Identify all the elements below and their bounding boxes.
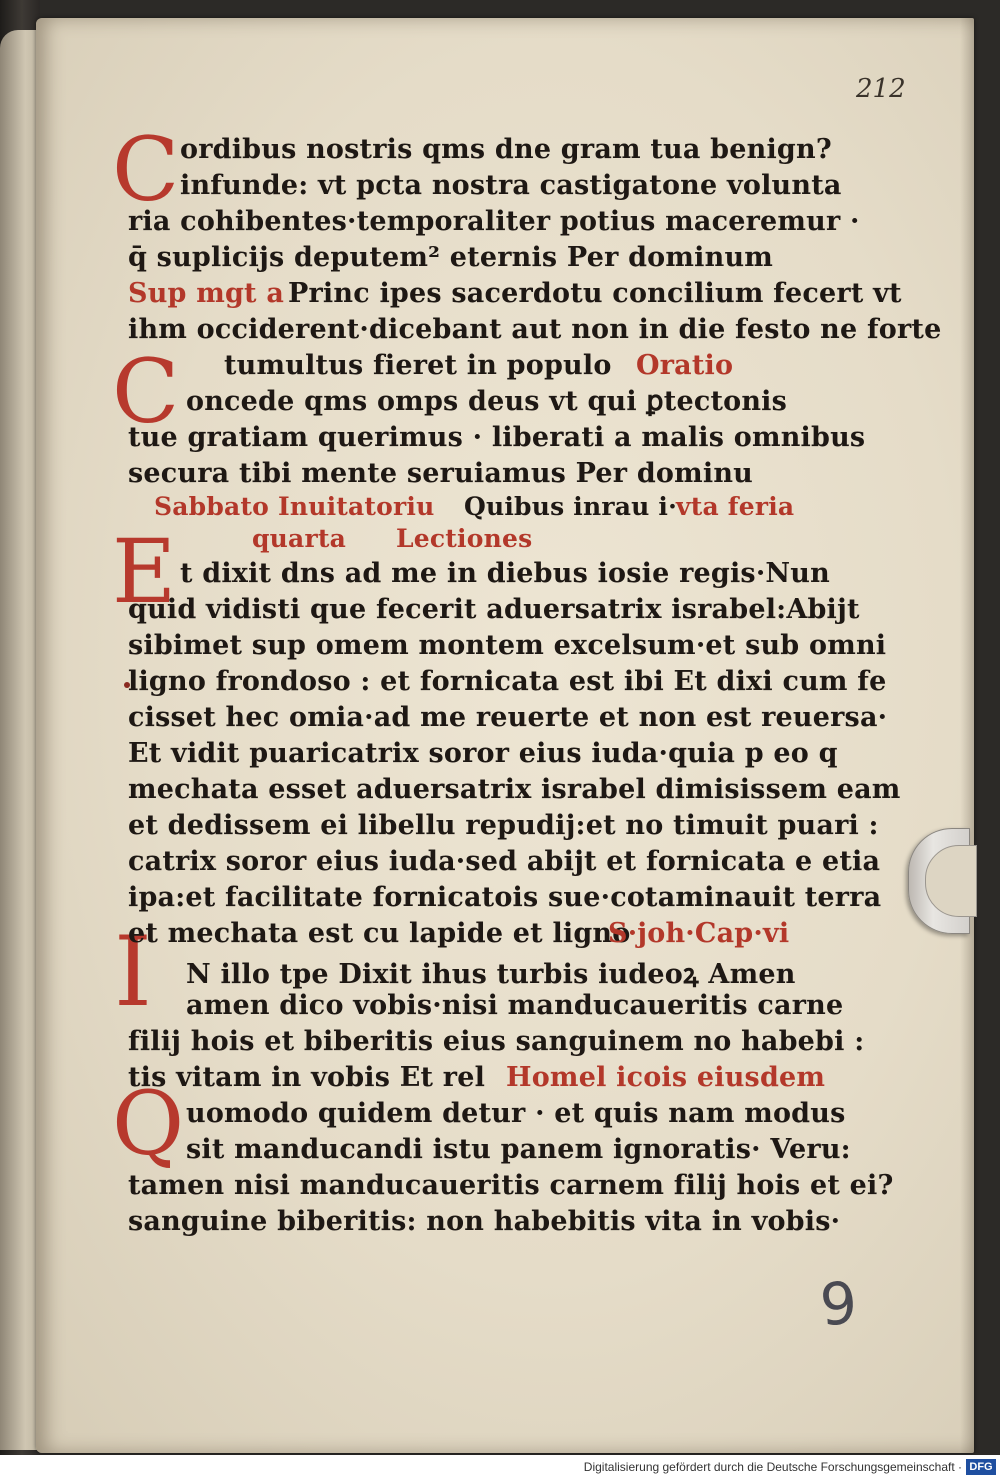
clip-inner xyxy=(925,845,977,917)
initial-c-1: C xyxy=(112,118,180,221)
text-line: Princ ipes sacerdotu concilium fecert vt xyxy=(288,278,902,309)
initial-q: Q xyxy=(112,1072,185,1175)
footer-bar xyxy=(0,1455,1000,1481)
rubric: Sup mgt a xyxy=(128,278,285,309)
page-clip xyxy=(908,828,970,934)
text-line: et dedissem ei libellu repudij:et no timuit puari : xyxy=(128,810,879,841)
rubric-text xyxy=(154,492,435,521)
pencil-mark: 9 xyxy=(817,1268,860,1340)
rubric: S·joh·Cap·vi xyxy=(608,918,790,949)
text-line: oncede qms omps deus vt qui ꝑtectonis xyxy=(186,386,788,417)
rubric-text xyxy=(128,278,284,309)
rubric: Sabbato Inuitatoriu xyxy=(154,492,435,521)
text-line: ihm occiderent·dicebant aut non in die festo ne forte xyxy=(128,314,942,345)
text-line: uomodo quidem detur · et quis nam modus xyxy=(186,1098,846,1129)
incunabula-page xyxy=(36,18,974,1453)
rubric-text xyxy=(396,524,532,553)
text-line: cisset hec omia·ad me reuerte et non est reuersa· xyxy=(128,702,888,733)
text-line: tumultus fieret in populo xyxy=(224,350,612,381)
rubric-text xyxy=(636,350,733,381)
text-line: sit manducandi istu panem ignoratis· Veru: xyxy=(186,1134,851,1165)
rubric: Lectiones xyxy=(396,524,533,553)
rubric: Oratio xyxy=(636,350,734,381)
text-line: et mechata est cu lapide et ligno xyxy=(128,918,631,949)
text-line: ligno frondoso : et fornicata est ibi Et dixi cum fe xyxy=(128,666,887,697)
initial-i: I xyxy=(114,916,152,1028)
funding-credit: Digitalisierung gefördert durch die Deutsche Forschungsgemeinschaft · xyxy=(583,1460,962,1474)
text-line: Et vidit puaricatrix soror eius iuda·quia p eo q xyxy=(128,738,838,769)
rubric: quarta xyxy=(252,524,346,553)
text-line: sibimet sup omem montem excelsum·et sub omni xyxy=(128,630,887,661)
rubric-text xyxy=(252,524,346,553)
rubric: Homel icois eiusdem xyxy=(506,1062,826,1093)
text-line: infunde: vt pcta nostra castigatone volunta xyxy=(180,170,842,201)
text-line: tamen nisi manducaueritis carnem filij hois et ei? xyxy=(128,1170,894,1201)
text-line: amen dico vobis·nisi manducaueritis carne xyxy=(186,990,844,1021)
rubric-text xyxy=(676,492,794,521)
text-line: N illo tpe Dixit ihus turbis iudeoꝝ Amen xyxy=(186,959,796,990)
initial-e: E xyxy=(112,520,177,623)
text-line: sanguine biberitis: non habebitis vita in vobis· xyxy=(128,1206,841,1237)
text-line: mechata esset aduersatrix israbel dimisissem eam xyxy=(128,774,901,805)
text-line: tis vitam in vobis Et rel xyxy=(128,1062,486,1093)
text-line: secura tibi mente seruiamus Per dominu xyxy=(128,458,754,489)
text-line: ipa:et facilitate fornicatois sue·cotaminauit terra xyxy=(128,882,882,913)
text-line: tue gratiam querimus · liberati a malis omnibus xyxy=(128,422,866,453)
text-line: ria cohibentes·temporaliter potius maceremur · xyxy=(128,206,860,237)
folio-number: 212 xyxy=(856,74,906,104)
text-line: Quibus inrau i· xyxy=(464,492,678,521)
text-line: ordibus nostris qms dne gram tua benign? xyxy=(180,134,832,165)
page-edge-shadow xyxy=(960,18,974,1453)
text-line: t dixit dns ad me in diebus iosie regis·Nun xyxy=(180,558,830,589)
rubric-text xyxy=(506,1062,825,1093)
text-line: q̄ suplicijs deputem² eternis Per dominum xyxy=(128,242,774,273)
dfg-logo: DFG xyxy=(966,1459,996,1475)
text-line: catrix soror eius iuda·sed abijt et fornicata e etia xyxy=(128,846,881,877)
rubric: vta feria xyxy=(676,492,795,521)
text-line: quid vidisti que fecerit aduersatrix israbel:Abijt xyxy=(128,594,860,625)
initial-c-2: C xyxy=(112,340,180,443)
rubric-text xyxy=(608,918,789,949)
text-line: filij hois et biberitis eius sanguinem no habebi : xyxy=(128,1026,865,1057)
